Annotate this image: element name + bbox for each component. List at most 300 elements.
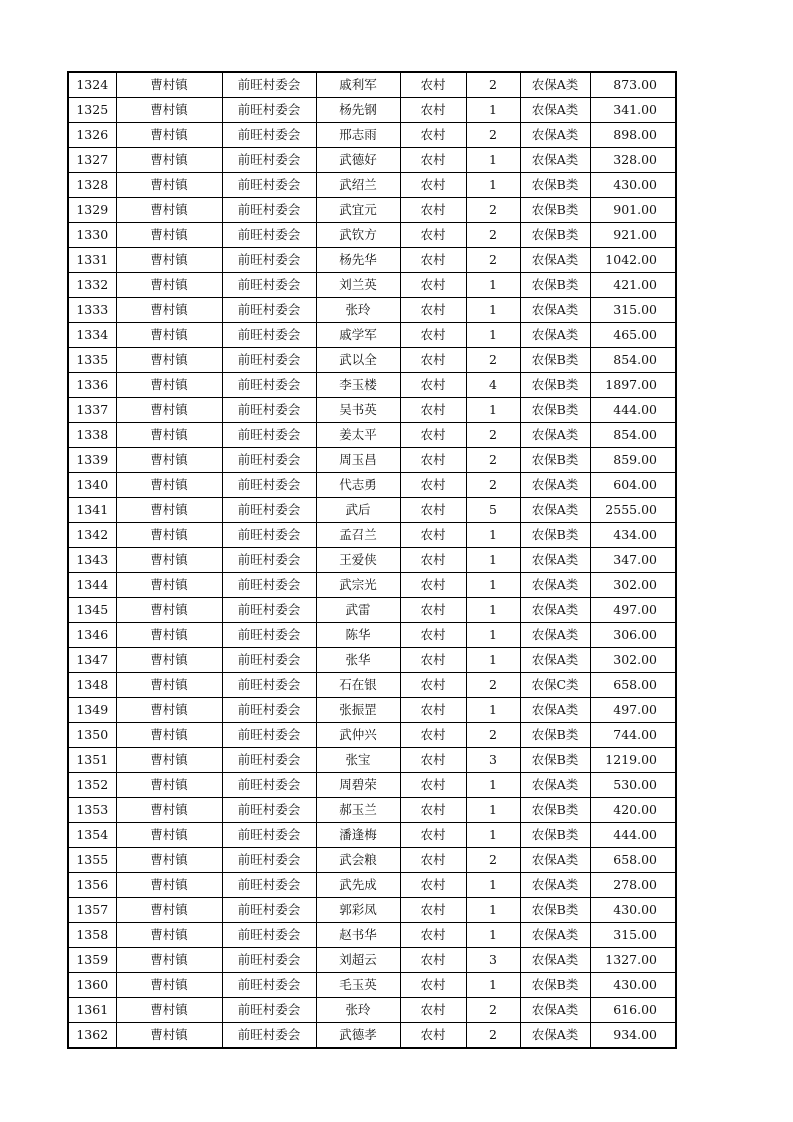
table-row: [68, 298, 676, 323]
amount-cell: 497.00: [590, 598, 676, 623]
area-type-cell: 农村: [400, 323, 466, 348]
town-cell: 曹村镇: [116, 598, 222, 623]
area-type-cell: 农村: [400, 348, 466, 373]
row-number-cell: 1341: [68, 498, 116, 523]
insurance-category-cell: 农保B类: [520, 348, 590, 373]
household-count-cell: 1: [466, 973, 520, 998]
person-name-cell: 郝玉兰: [316, 798, 400, 823]
table-row: [68, 1023, 676, 1049]
insurance-category-cell: 农保A类: [520, 623, 590, 648]
area-type-cell: 农村: [400, 448, 466, 473]
amount-cell: 604.00: [590, 473, 676, 498]
amount-cell: 315.00: [590, 298, 676, 323]
table-row: [68, 223, 676, 248]
amount-cell: 306.00: [590, 623, 676, 648]
amount-cell: 2555.00: [590, 498, 676, 523]
person-name-cell: 孟召兰: [316, 523, 400, 548]
village-committee-cell: 前旺村委会: [222, 698, 316, 723]
amount-cell: 430.00: [590, 973, 676, 998]
area-type-cell: 农村: [400, 573, 466, 598]
amount-cell: 347.00: [590, 548, 676, 573]
person-name-cell: 武先成: [316, 873, 400, 898]
village-committee-cell: 前旺村委会: [222, 673, 316, 698]
household-count-cell: 2: [466, 1023, 520, 1049]
insurance-category-cell: 农保A类: [520, 498, 590, 523]
amount-cell: 444.00: [590, 823, 676, 848]
table-row: [68, 173, 676, 198]
insurance-category-cell: 农保A类: [520, 473, 590, 498]
village-committee-cell: 前旺村委会: [222, 873, 316, 898]
table-row: [68, 648, 676, 673]
person-name-cell: 武绍兰: [316, 173, 400, 198]
row-number-cell: 1344: [68, 573, 116, 598]
household-count-cell: 2: [466, 473, 520, 498]
amount-cell: 873.00: [590, 72, 676, 98]
household-count-cell: 2: [466, 423, 520, 448]
amount-cell: 1042.00: [590, 248, 676, 273]
town-cell: 曹村镇: [116, 798, 222, 823]
area-type-cell: 农村: [400, 898, 466, 923]
insurance-category-cell: 农保B类: [520, 198, 590, 223]
row-number-cell: 1360: [68, 973, 116, 998]
table-row: [68, 123, 676, 148]
person-name-cell: 张玲: [316, 998, 400, 1023]
area-type-cell: 农村: [400, 848, 466, 873]
insurance-category-cell: 农保A类: [520, 1023, 590, 1049]
town-cell: 曹村镇: [116, 148, 222, 173]
table-row: [68, 198, 676, 223]
household-count-cell: 1: [466, 548, 520, 573]
amount-cell: 898.00: [590, 123, 676, 148]
village-committee-cell: 前旺村委会: [222, 648, 316, 673]
amount-cell: 497.00: [590, 698, 676, 723]
insurance-category-cell: 农保B类: [520, 398, 590, 423]
insurance-category-cell: 农保A类: [520, 298, 590, 323]
row-number-cell: 1359: [68, 948, 116, 973]
village-committee-cell: 前旺村委会: [222, 523, 316, 548]
table-row: [68, 248, 676, 273]
person-name-cell: 周玉昌: [316, 448, 400, 473]
village-committee-cell: 前旺村委会: [222, 723, 316, 748]
insurance-category-cell: 农保B类: [520, 898, 590, 923]
household-count-cell: 3: [466, 748, 520, 773]
insurance-category-cell: 农保A类: [520, 773, 590, 798]
village-committee-cell: 前旺村委会: [222, 623, 316, 648]
person-name-cell: 赵书华: [316, 923, 400, 948]
household-count-cell: 2: [466, 673, 520, 698]
household-count-cell: 1: [466, 873, 520, 898]
town-cell: 曹村镇: [116, 898, 222, 923]
village-committee-cell: 前旺村委会: [222, 823, 316, 848]
row-number-cell: 1351: [68, 748, 116, 773]
table-row: [68, 873, 676, 898]
amount-cell: 302.00: [590, 648, 676, 673]
amount-cell: 421.00: [590, 273, 676, 298]
household-count-cell: 2: [466, 223, 520, 248]
insurance-category-cell: 农保A类: [520, 573, 590, 598]
person-name-cell: 武宗光: [316, 573, 400, 598]
town-cell: 曹村镇: [116, 748, 222, 773]
town-cell: 曹村镇: [116, 548, 222, 573]
row-number-cell: 1329: [68, 198, 116, 223]
table-row: [68, 923, 676, 948]
row-number-cell: 1350: [68, 723, 116, 748]
town-cell: 曹村镇: [116, 848, 222, 873]
person-name-cell: 武宜元: [316, 198, 400, 223]
row-number-cell: 1353: [68, 798, 116, 823]
household-count-cell: 1: [466, 398, 520, 423]
town-cell: 曹村镇: [116, 623, 222, 648]
household-count-cell: 5: [466, 498, 520, 523]
person-name-cell: 毛玉英: [316, 973, 400, 998]
village-committee-cell: 前旺村委会: [222, 298, 316, 323]
insurance-category-cell: 农保B类: [520, 973, 590, 998]
household-count-cell: 1: [466, 148, 520, 173]
amount-cell: 616.00: [590, 998, 676, 1023]
table-row: [68, 72, 676, 98]
row-number-cell: 1328: [68, 173, 116, 198]
amount-cell: 1219.00: [590, 748, 676, 773]
table-row: [68, 598, 676, 623]
table-row: [68, 148, 676, 173]
person-name-cell: 武以全: [316, 348, 400, 373]
area-type-cell: 农村: [400, 923, 466, 948]
town-cell: 曹村镇: [116, 348, 222, 373]
household-count-cell: 1: [466, 773, 520, 798]
row-number-cell: 1338: [68, 423, 116, 448]
row-number-cell: 1349: [68, 698, 116, 723]
town-cell: 曹村镇: [116, 573, 222, 598]
insurance-category-cell: 农保B类: [520, 723, 590, 748]
row-number-cell: 1331: [68, 248, 116, 273]
insurance-category-cell: 农保A类: [520, 948, 590, 973]
household-count-cell: 1: [466, 273, 520, 298]
row-number-cell: 1335: [68, 348, 116, 373]
table-row: [68, 623, 676, 648]
person-name-cell: 杨先钢: [316, 98, 400, 123]
area-type-cell: 农村: [400, 223, 466, 248]
amount-cell: 901.00: [590, 198, 676, 223]
village-committee-cell: 前旺村委会: [222, 598, 316, 623]
table-row: [68, 473, 676, 498]
village-committee-cell: 前旺村委会: [222, 348, 316, 373]
amount-cell: 420.00: [590, 798, 676, 823]
household-count-cell: 1: [466, 648, 520, 673]
village-committee-cell: 前旺村委会: [222, 148, 316, 173]
row-number-cell: 1334: [68, 323, 116, 348]
town-cell: 曹村镇: [116, 1023, 222, 1049]
amount-cell: 465.00: [590, 323, 676, 348]
village-committee-cell: 前旺村委会: [222, 448, 316, 473]
person-name-cell: 郭彩凤: [316, 898, 400, 923]
insurance-category-cell: 农保A类: [520, 248, 590, 273]
amount-cell: 1327.00: [590, 948, 676, 973]
area-type-cell: 农村: [400, 723, 466, 748]
household-count-cell: 1: [466, 173, 520, 198]
household-count-cell: 1: [466, 323, 520, 348]
row-number-cell: 1342: [68, 523, 116, 548]
area-type-cell: 农村: [400, 248, 466, 273]
area-type-cell: 农村: [400, 773, 466, 798]
area-type-cell: 农村: [400, 998, 466, 1023]
village-committee-cell: 前旺村委会: [222, 898, 316, 923]
table-row: [68, 848, 676, 873]
area-type-cell: 农村: [400, 673, 466, 698]
table-row: [68, 748, 676, 773]
insurance-category-cell: 农保B类: [520, 373, 590, 398]
person-name-cell: 戚学军: [316, 323, 400, 348]
village-committee-cell: 前旺村委会: [222, 223, 316, 248]
insurance-category-cell: 农保A类: [520, 648, 590, 673]
table-row: [68, 398, 676, 423]
area-type-cell: 农村: [400, 398, 466, 423]
area-type-cell: 农村: [400, 648, 466, 673]
household-count-cell: 2: [466, 348, 520, 373]
village-committee-cell: 前旺村委会: [222, 498, 316, 523]
person-name-cell: 代志勇: [316, 473, 400, 498]
row-number-cell: 1347: [68, 648, 116, 673]
person-name-cell: 张宝: [316, 748, 400, 773]
table-row: [68, 698, 676, 723]
table-row: [68, 323, 676, 348]
area-type-cell: 农村: [400, 373, 466, 398]
table-row: [68, 998, 676, 1023]
table-row: [68, 448, 676, 473]
amount-cell: 434.00: [590, 523, 676, 548]
row-number-cell: 1325: [68, 98, 116, 123]
village-committee-cell: 前旺村委会: [222, 473, 316, 498]
person-name-cell: 武后: [316, 498, 400, 523]
area-type-cell: 农村: [400, 72, 466, 98]
village-committee-cell: 前旺村委会: [222, 773, 316, 798]
town-cell: 曹村镇: [116, 72, 222, 98]
row-number-cell: 1339: [68, 448, 116, 473]
row-number-cell: 1348: [68, 673, 116, 698]
amount-cell: 658.00: [590, 848, 676, 873]
row-number-cell: 1326: [68, 123, 116, 148]
village-committee-cell: 前旺村委会: [222, 1023, 316, 1049]
village-committee-cell: 前旺村委会: [222, 198, 316, 223]
area-type-cell: 农村: [400, 123, 466, 148]
insurance-category-cell: 农保A类: [520, 98, 590, 123]
person-name-cell: 武会粮: [316, 848, 400, 873]
village-committee-cell: 前旺村委会: [222, 398, 316, 423]
records-table: [67, 71, 677, 1049]
area-type-cell: 农村: [400, 198, 466, 223]
area-type-cell: 农村: [400, 698, 466, 723]
insurance-category-cell: 农保A类: [520, 423, 590, 448]
household-count-cell: 2: [466, 848, 520, 873]
village-committee-cell: 前旺村委会: [222, 948, 316, 973]
row-number-cell: 1361: [68, 998, 116, 1023]
household-count-cell: 1: [466, 598, 520, 623]
town-cell: 曹村镇: [116, 648, 222, 673]
village-committee-cell: 前旺村委会: [222, 123, 316, 148]
insurance-category-cell: 农保A类: [520, 72, 590, 98]
person-name-cell: 武德孝: [316, 1023, 400, 1049]
insurance-category-cell: 农保A类: [520, 148, 590, 173]
row-number-cell: 1336: [68, 373, 116, 398]
area-type-cell: 农村: [400, 298, 466, 323]
household-count-cell: 1: [466, 623, 520, 648]
area-type-cell: 农村: [400, 273, 466, 298]
amount-cell: 530.00: [590, 773, 676, 798]
area-type-cell: 农村: [400, 973, 466, 998]
town-cell: 曹村镇: [116, 723, 222, 748]
town-cell: 曹村镇: [116, 948, 222, 973]
amount-cell: 341.00: [590, 98, 676, 123]
insurance-category-cell: 农保B类: [520, 223, 590, 248]
person-name-cell: 戚利军: [316, 72, 400, 98]
row-number-cell: 1343: [68, 548, 116, 573]
household-count-cell: 2: [466, 998, 520, 1023]
town-cell: 曹村镇: [116, 673, 222, 698]
person-name-cell: 杨先华: [316, 248, 400, 273]
amount-cell: 921.00: [590, 223, 676, 248]
household-count-cell: 3: [466, 948, 520, 973]
row-number-cell: 1332: [68, 273, 116, 298]
town-cell: 曹村镇: [116, 448, 222, 473]
table-row: [68, 948, 676, 973]
village-committee-cell: 前旺村委会: [222, 173, 316, 198]
person-name-cell: 姜太平: [316, 423, 400, 448]
table-row: [68, 498, 676, 523]
row-number-cell: 1346: [68, 623, 116, 648]
row-number-cell: 1345: [68, 598, 116, 623]
amount-cell: 302.00: [590, 573, 676, 598]
household-count-cell: 1: [466, 573, 520, 598]
area-type-cell: 农村: [400, 498, 466, 523]
person-name-cell: 周碧荣: [316, 773, 400, 798]
insurance-category-cell: 农保B类: [520, 798, 590, 823]
insurance-category-cell: 农保B类: [520, 748, 590, 773]
person-name-cell: 张振罡: [316, 698, 400, 723]
insurance-category-cell: 农保A类: [520, 598, 590, 623]
area-type-cell: 农村: [400, 748, 466, 773]
person-name-cell: 王爱侠: [316, 548, 400, 573]
amount-cell: 859.00: [590, 448, 676, 473]
household-count-cell: 2: [466, 248, 520, 273]
village-committee-cell: 前旺村委会: [222, 998, 316, 1023]
town-cell: 曹村镇: [116, 973, 222, 998]
town-cell: 曹村镇: [116, 298, 222, 323]
area-type-cell: 农村: [400, 98, 466, 123]
insurance-category-cell: 农保B类: [520, 173, 590, 198]
person-name-cell: 张华: [316, 648, 400, 673]
person-name-cell: 邢志雨: [316, 123, 400, 148]
records-table-body: [68, 72, 676, 1048]
area-type-cell: 农村: [400, 1023, 466, 1049]
table-row: [68, 798, 676, 823]
row-number-cell: 1354: [68, 823, 116, 848]
person-name-cell: 张玲: [316, 298, 400, 323]
amount-cell: 328.00: [590, 148, 676, 173]
person-name-cell: 石在银: [316, 673, 400, 698]
town-cell: 曹村镇: [116, 323, 222, 348]
area-type-cell: 农村: [400, 423, 466, 448]
village-committee-cell: 前旺村委会: [222, 423, 316, 448]
person-name-cell: 李玉楼: [316, 373, 400, 398]
household-count-cell: 1: [466, 523, 520, 548]
area-type-cell: 农村: [400, 873, 466, 898]
table-row: [68, 723, 676, 748]
document-page: [67, 71, 675, 1049]
area-type-cell: 农村: [400, 523, 466, 548]
row-number-cell: 1357: [68, 898, 116, 923]
town-cell: 曹村镇: [116, 173, 222, 198]
village-committee-cell: 前旺村委会: [222, 973, 316, 998]
row-number-cell: 1330: [68, 223, 116, 248]
row-number-cell: 1337: [68, 398, 116, 423]
insurance-category-cell: 农保A类: [520, 548, 590, 573]
table-row: [68, 348, 676, 373]
insurance-category-cell: 农保B类: [520, 273, 590, 298]
village-committee-cell: 前旺村委会: [222, 248, 316, 273]
table-row: [68, 573, 676, 598]
person-name-cell: 武德好: [316, 148, 400, 173]
household-count-cell: 2: [466, 448, 520, 473]
household-count-cell: 2: [466, 123, 520, 148]
area-type-cell: 农村: [400, 948, 466, 973]
table-row: [68, 373, 676, 398]
household-count-cell: 1: [466, 823, 520, 848]
table-row: [68, 673, 676, 698]
town-cell: 曹村镇: [116, 498, 222, 523]
town-cell: 曹村镇: [116, 98, 222, 123]
person-name-cell: 潘逢梅: [316, 823, 400, 848]
row-number-cell: 1356: [68, 873, 116, 898]
town-cell: 曹村镇: [116, 123, 222, 148]
village-committee-cell: 前旺村委会: [222, 373, 316, 398]
row-number-cell: 1327: [68, 148, 116, 173]
area-type-cell: 农村: [400, 148, 466, 173]
insurance-category-cell: 农保B类: [520, 523, 590, 548]
amount-cell: 444.00: [590, 398, 676, 423]
row-number-cell: 1333: [68, 298, 116, 323]
village-committee-cell: 前旺村委会: [222, 98, 316, 123]
amount-cell: 315.00: [590, 923, 676, 948]
row-number-cell: 1358: [68, 923, 116, 948]
village-committee-cell: 前旺村委会: [222, 548, 316, 573]
insurance-category-cell: 农保A类: [520, 923, 590, 948]
insurance-category-cell: 农保B类: [520, 448, 590, 473]
person-name-cell: 刘超云: [316, 948, 400, 973]
village-committee-cell: 前旺村委会: [222, 748, 316, 773]
town-cell: 曹村镇: [116, 398, 222, 423]
town-cell: 曹村镇: [116, 773, 222, 798]
area-type-cell: 农村: [400, 173, 466, 198]
town-cell: 曹村镇: [116, 423, 222, 448]
household-count-cell: 1: [466, 98, 520, 123]
person-name-cell: 吴书英: [316, 398, 400, 423]
village-committee-cell: 前旺村委会: [222, 798, 316, 823]
row-number-cell: 1340: [68, 473, 116, 498]
person-name-cell: 武钦方: [316, 223, 400, 248]
village-committee-cell: 前旺村委会: [222, 273, 316, 298]
area-type-cell: 农村: [400, 473, 466, 498]
insurance-category-cell: 农保C类: [520, 673, 590, 698]
insurance-category-cell: 农保A类: [520, 848, 590, 873]
table-row: [68, 773, 676, 798]
amount-cell: 934.00: [590, 1023, 676, 1049]
village-committee-cell: 前旺村委会: [222, 848, 316, 873]
amount-cell: 854.00: [590, 348, 676, 373]
insurance-category-cell: 农保B类: [520, 823, 590, 848]
household-count-cell: 4: [466, 373, 520, 398]
insurance-category-cell: 农保A类: [520, 998, 590, 1023]
table-row: [68, 973, 676, 998]
town-cell: 曹村镇: [116, 473, 222, 498]
